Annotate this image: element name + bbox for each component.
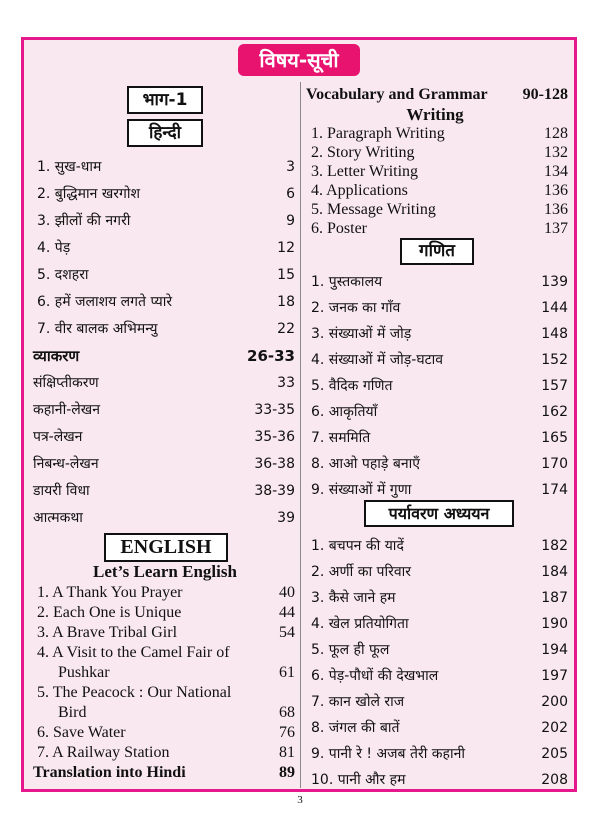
toc-row-title: 2. जनक का गाँव [311,300,401,316]
toc-row [37,238,295,257]
hindi-section-box: हिन्दी [127,119,203,147]
toc-row-page: 12 [277,240,295,256]
toc-row [311,298,568,317]
toc-row-page: 44 [279,604,295,621]
toc-row-title: 8. जंगल की बातें [311,720,400,736]
toc-row-page: 162 [541,404,568,420]
toc-row-title: 6. Save Water [37,724,126,741]
toc-row [311,272,568,291]
toc-row-title: 3. Letter Writing [311,163,419,180]
toc-row [58,704,295,722]
toc-row-title: 3. कैसे जाने हम [311,590,396,606]
toc-row [311,144,568,162]
part-label-box: भाग-1 [127,86,203,114]
toc-row [37,684,295,702]
toc-row-title: 1. सुख-धाम [37,159,102,175]
toc-row [37,292,295,311]
toc-row-page: 208 [541,772,568,788]
toc-row [33,427,295,446]
toc-row-page: 6 [286,186,295,202]
toc-row-title: 8. आओ पहाड़े बनाएँ [311,456,420,472]
toc-row [37,184,295,203]
toc-row-page: 36-38 [254,456,295,472]
toc-row [311,666,568,685]
toc-row-page: 40 [279,584,295,601]
toc-row [37,584,295,602]
toc-row-page: 76 [279,724,295,741]
toc-row [58,664,295,682]
toc-row-title: 4. खेल प्रतियोगिता [311,616,409,632]
grammar-heading-pages: 26-33 [247,347,295,365]
toc-row [311,350,568,369]
toc-row-title: 2. अर्णी का परिवार [311,564,411,580]
toc-row-title: 9. पानी रे ! अजब तेरी कहानी [311,746,465,762]
toc-row-title: कहानी-लेखन [33,402,100,418]
toc-row-title: 3. संख्याओं में जोड़ [311,326,412,342]
toc-row [311,718,568,737]
toc-row-title: 5. दशहरा [37,267,89,283]
toc-row-title: 2. Each One is Unique [37,604,182,621]
vocab-heading-label: Vocabulary and Grammar [306,86,488,103]
toc-row [37,624,295,642]
toc-row-page: 3 [286,159,295,175]
toc-row-title: संक्षिप्तीकरण [33,375,99,391]
toc-row-title: 4. Applications [311,182,408,199]
toc-row-page: 61 [279,664,295,681]
math-section-box: गणित [400,238,474,265]
toc-row-page: 39 [277,510,295,526]
toc-row [37,265,295,284]
toc-row-page: 184 [541,564,568,580]
toc-row [33,373,295,392]
toc-row-page: 18 [277,294,295,310]
toc-row-title: 5. Message Writing [311,201,436,218]
toc-row [311,480,568,499]
toc-row [311,614,568,633]
toc-row [33,454,295,473]
toc-row [37,211,295,230]
toc-row-title: 1. बचपन की यादें [311,538,404,554]
toc-row [311,402,568,421]
toc-row-page: 197 [541,668,568,684]
toc-row [37,157,295,176]
toc-row-page: 194 [541,642,568,658]
toc-row-page: 148 [541,326,568,342]
toc-row [311,692,568,711]
toc-row-page: 139 [541,274,568,290]
toc-row [37,604,295,622]
toc-row-page: 157 [541,378,568,394]
english-section-box: ENGLISH [104,533,228,562]
toc-row-title: 4. A Visit to the Camel Fair of [37,644,230,661]
toc-row-title: 6. हमें जलाशय लगते प्यारे [37,294,173,310]
toc-row [33,508,295,527]
toc-row-title: 2. बुद्धिमान खरगोश [37,186,141,202]
toc-row-title: निबन्ध-लेखन [33,456,99,472]
translation-label: Translation into Hindi [33,764,186,781]
toc-row [311,324,568,343]
grammar-heading-label: व्याकरण [33,347,80,365]
toc-row-title: 2. Story Writing [311,144,415,161]
toc-row-page: 22 [277,321,295,337]
toc-row-title: 3. A Brave Tribal Girl [37,624,178,641]
toc-row-page: 9 [286,213,295,229]
toc-row-title: 3. झीलों की नगरी [37,213,131,229]
toc-row [37,319,295,338]
toc-row-title: 7. A Railway Station [37,744,170,761]
writing-heading: Writing [406,105,464,124]
toc-row-page: 38-39 [254,483,295,499]
toc-row-page: 35-36 [254,429,295,445]
toc-row [311,376,568,395]
toc-row-title: 6. पेड़-पौधों की देखभाल [311,668,439,684]
toc-row-title: आत्मकथा [33,510,83,526]
toc-row [33,481,295,500]
toc-row-page: 33 [277,375,295,391]
vocab-heading [306,86,568,104]
toc-row-title: 6. Poster [311,220,367,237]
toc-row-title: 4. पेड़ [37,240,71,256]
toc-row [311,201,568,219]
toc-row [311,125,568,143]
toc-row-page: 128 [544,125,568,142]
toc-row [311,163,568,181]
toc-row [311,770,568,789]
toc-row-title: डायरी विधा [33,483,90,499]
vocab-heading-pages: 90-128 [522,86,568,103]
toc-row-page: 136 [544,182,568,199]
toc-row-title: 5. फूल ही फूल [311,642,390,658]
toc-row-page: 165 [541,430,568,446]
toc-row [311,744,568,763]
toc-row-title: 1. A Thank You Prayer [37,584,183,601]
toc-row [311,428,568,447]
toc-row-title: 7. वीर बालक अभिमन्यु [37,321,158,337]
toc-row-page: 15 [277,267,295,283]
toc-row-page: 170 [541,456,568,472]
grammar-heading [33,346,295,366]
toc-row-page: 152 [541,352,568,368]
toc-row [311,220,568,238]
toc-row-page: 202 [541,720,568,736]
toc-row-title: 6. आकृतियाँ [311,404,378,420]
toc-row-title: 5. वैदिक गणित [311,378,393,394]
toc-row-title: 7. कान खोले राज [311,694,405,710]
toc-row [33,400,295,419]
toc-row [311,588,568,607]
toc-row-page: 33-35 [254,402,295,418]
toc-row-page: 200 [541,694,568,710]
toc-row-page: 54 [279,624,295,641]
toc-row-page: 137 [544,220,568,237]
translation-page: 89 [279,764,295,781]
toc-row-page: 134 [544,163,568,180]
toc-row-title: Pushkar [58,664,110,681]
toc-row-page: 144 [541,300,568,316]
toc-row-title: 9. संख्याओं में गुणा [311,482,412,498]
evs-section-box: पर्यावरण अध्ययन [364,500,514,527]
toc-row-page: 132 [544,144,568,161]
toc-row [311,536,568,555]
toc-row-title: 1. पुस्तकालय [311,274,383,290]
toc-row-title: पत्र-लेखन [33,429,83,445]
toc-row-title: 5. The Peacock : Our National [37,684,232,701]
toc-row [37,744,295,762]
translation-heading [33,764,295,782]
page-title: विषय-सूची [238,44,360,76]
toc-row-page: 174 [541,482,568,498]
toc-row-page: 136 [544,201,568,218]
toc-row-page: 205 [541,746,568,762]
toc-row-page: 190 [541,616,568,632]
toc-row-page: 68 [279,704,295,721]
toc-row [311,454,568,473]
toc-row-title: Bird [58,704,87,721]
page-number: 3 [297,794,303,806]
toc-row-page: 182 [541,538,568,554]
toc-row [37,724,295,742]
toc-row-page: 187 [541,590,568,606]
toc-row-title: 1. Paragraph Writing [311,125,445,142]
toc-row-title: 10. पानी और हम [311,772,406,788]
toc-row [311,562,568,581]
toc-row [311,182,568,200]
column-divider [300,82,301,788]
english-subheading: Let’s Learn English [93,562,237,581]
toc-row-title: 4. संख्याओं में जोड़-घटाव [311,352,444,368]
toc-row-title: 7. सममिति [311,430,371,446]
toc-row-page: 81 [279,744,295,761]
toc-row [311,640,568,659]
toc-row [37,644,295,662]
